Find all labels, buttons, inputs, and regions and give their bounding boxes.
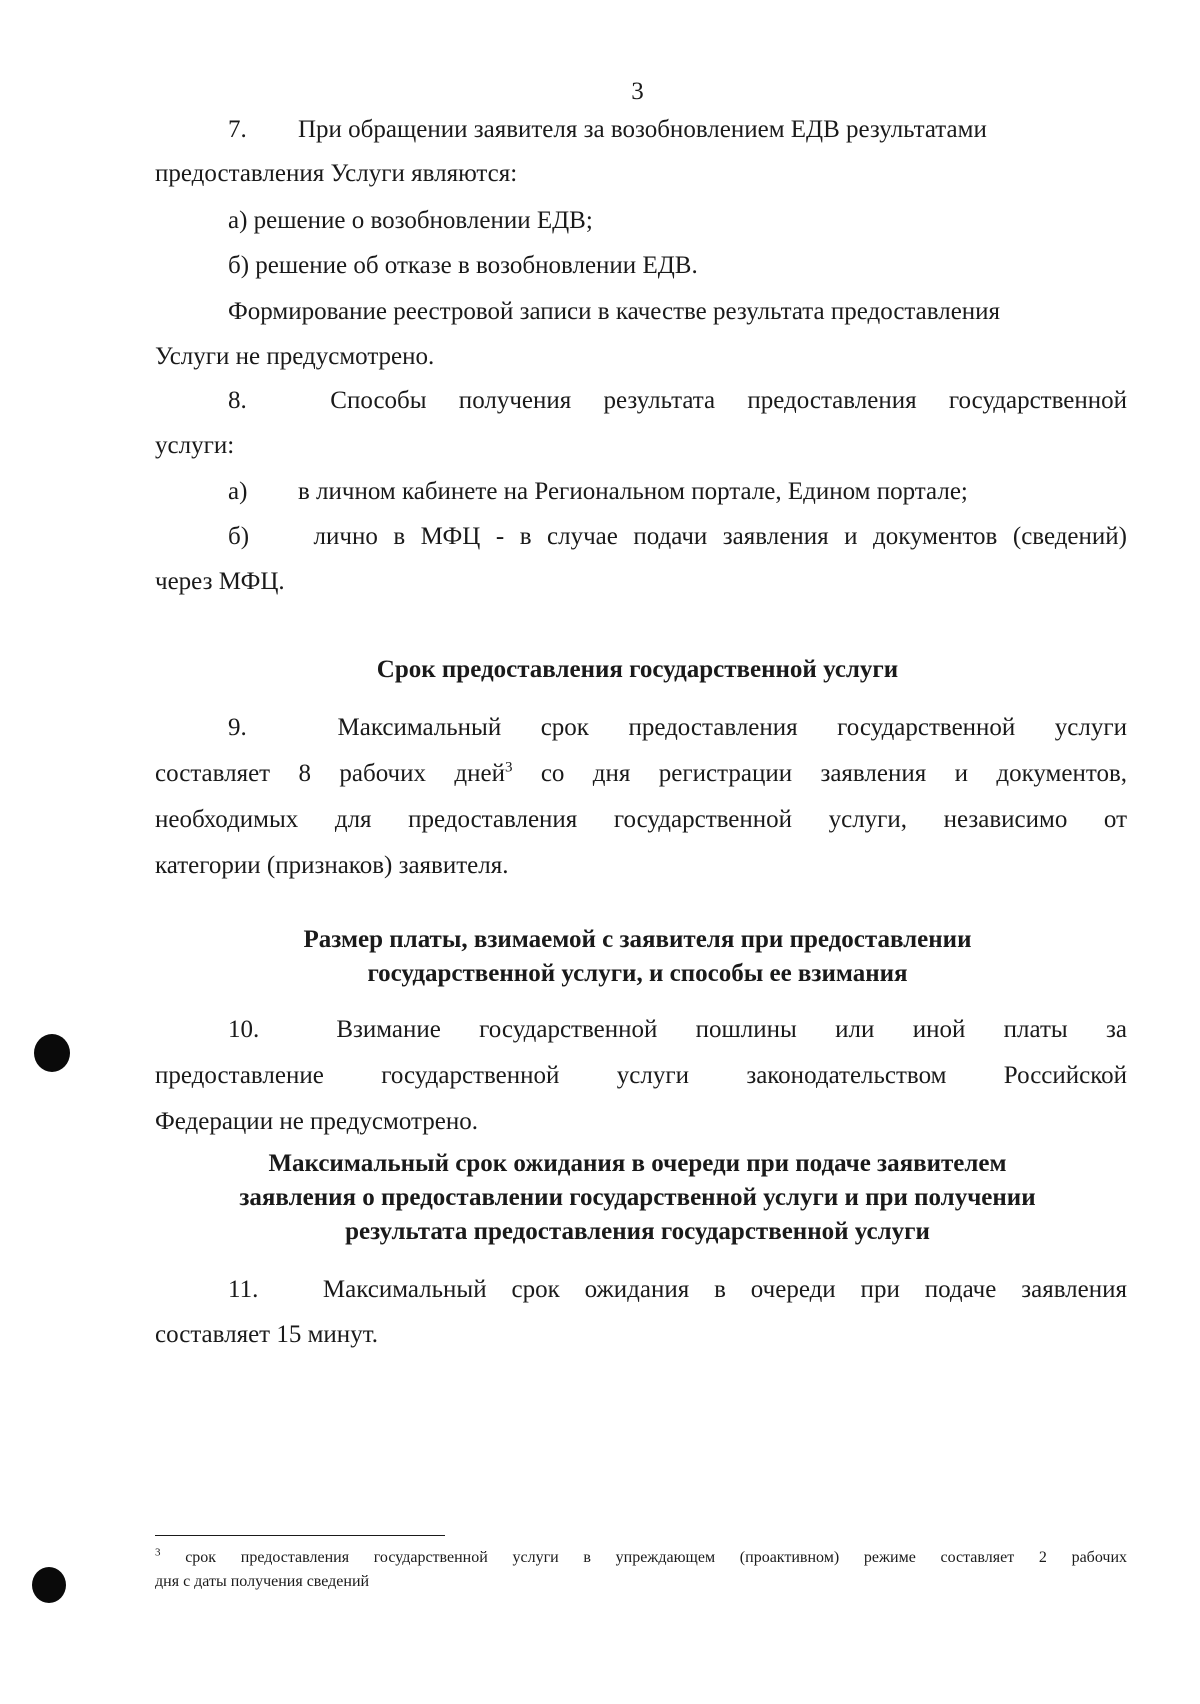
footnote-line-1: $^3$ срок предоставления государственной услуги в упреждающем (проактивном) режиме составляет 2 рабочих: [155, 1546, 1127, 1566]
section-8-line-2: услуги:: [155, 432, 235, 459]
heading-queue-line-1: Максимальный срок ожидания в очереди при подаче заявителем: [268, 1150, 1007, 1177]
heading-fee-line-2: государственной услуги, и способы ее взимания: [367, 960, 908, 987]
section-10-line-1: 10. Взимание государственной пошлины или иной платы за: [228, 1016, 1127, 1043]
section-8-line-1: 8. Способы получения результата предоставления государственной: [228, 387, 1127, 414]
section-8-item-a-label: а): [228, 478, 248, 505]
heading-service-term: Срок предоставления государственной услуги: [376, 656, 899, 683]
heading-fee-line-1: Размер платы, взимаемой с заявителя при предоставлении: [303, 926, 972, 953]
heading-queue-line-3: результата предоставления государственной услуги: [345, 1218, 930, 1245]
footnote-line-2: дня с даты получения сведений: [155, 1573, 370, 1590]
section-7-line-2: предоставления Услуги являются:: [155, 160, 518, 187]
section-7-note-line-2: Услуги не предусмотрено.: [155, 343, 435, 370]
page-number: 3: [631, 78, 644, 105]
section-9-line-3: необходимых для предоставления государственной услуги, независимо от: [155, 806, 1127, 833]
section-8-item-a: а) в личном кабинете на Региональном портале, Едином портале;: [228, 478, 968, 505]
section-11-line-1: 11. Максимальный срок ожидания в очереди при подаче заявления: [228, 1276, 1127, 1303]
section-9-number: 9.: [228, 714, 247, 741]
footnote-marker: 3: [155, 1546, 161, 1559]
footnote: [155, 1546, 1127, 1594]
section-9-line-2: составляет 8 рабочих дней$^3$ со дня регистрации заявления и документов,: [155, 760, 1127, 787]
footnote-reference: 3: [504, 760, 513, 776]
section-10-line-3: Федерации не предусмотрено.: [155, 1108, 478, 1135]
section-7-item-b: б) решение об отказе в возобновлении ЕДВ.: [228, 252, 698, 279]
section-7-line-1: 7. При обращении заявителя за возобновлением ЕДВ результатами: [228, 116, 987, 143]
section-8-item-b-continuation: через МФЦ.: [155, 568, 285, 595]
section-11-line-2: составляет 15 минут.: [155, 1321, 378, 1348]
section-7-item-a: а) решение о возобновлении ЕДВ;: [228, 207, 593, 234]
punch-hole-bottom: [32, 1567, 66, 1603]
heading-queue-line-2: заявления о предоставлении государственной услуги и при получении: [239, 1184, 1036, 1211]
footnote-separator: [155, 1535, 445, 1536]
section-11-number: 11.: [228, 1276, 259, 1303]
section-7-number: 7.: [228, 116, 247, 143]
section-10-number: 10.: [228, 1016, 260, 1043]
section-9-line-4: категории (признаков) заявителя.: [155, 852, 509, 879]
section-7-note-line-1: Формирование реестровой записи в качестве результата предоставления: [228, 298, 1001, 325]
section-8-number: 8.: [228, 387, 247, 414]
punch-hole-top: [34, 1034, 70, 1072]
section-8-item-b: б) лично в МФЦ - в случае подачи заявления и документов (сведений): [228, 523, 1127, 550]
section-8-item-b-label: б): [228, 523, 250, 550]
section-10-line-2: предоставление государственной услуги законодательством Российской: [155, 1062, 1127, 1089]
section-9-line-1: 9. Максимальный срок предоставления государственной услуги: [228, 714, 1127, 741]
